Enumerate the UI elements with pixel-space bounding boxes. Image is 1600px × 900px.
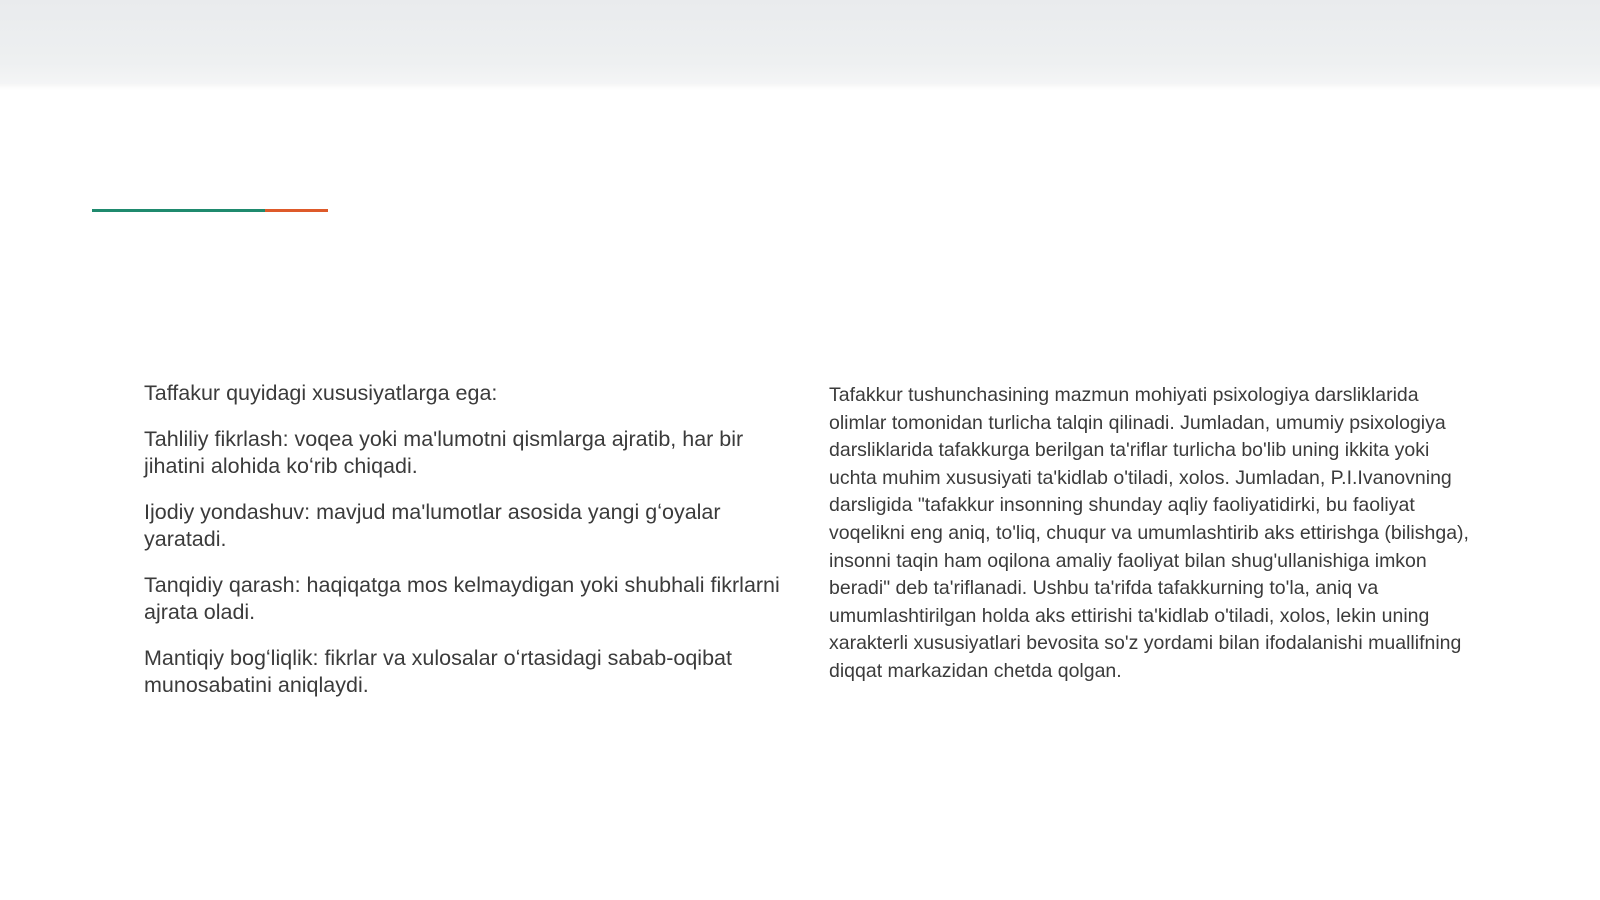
definition-paragraph: Tafakkur tushunchasining mazmun mohiyati psixologiya darsliklarida olimlar tomonidan turlicha talqin qilinadi. Jumladan, umumiy psixologiya darsliklarida tafakkurga berilgan ta'riflar turlicha bo'lib uning ikkita yoki uchta muhim xususiyati ta'kidlab o'tiladi, xolos. Jumladan, P.I.Ivanovning darsligida "tafakkur insonning shunday aqliy faoliyatidirki, bu faoliyat voqelikni eng aniq, to'liq, chuqur va umumlashtirib aks ettirishga (bilishga), insonni taqin ham oqilona amaliy faoliyat bilan shug'ullanishiga imkon beradi" deb ta'riflanadi. Ushbu ta'rifda tafakkurning to'la, aniq va umumlashtirilgan holda aks ettirishi ta'kidlab o'tiladi, xolos, lekin uning xarakterli xususiyatlari bevosita so'z yordami bilan ifodalanishi muallifning diqqat markazidan chetda qolgan.: [829, 384, 1469, 682]
title-accent-rule: [92, 209, 328, 212]
left-text-column: [144, 380, 784, 718]
accent-rule-orange-segment: [265, 209, 328, 212]
top-header-band: [0, 0, 1600, 84]
point-analytical-thinking: Tahliliy fikrlash: voqea yoki ma'lumotni qismlarga ajratib, har bir jihatini alohida koʻrib chiqadi.: [144, 426, 744, 478]
right-text-column: [829, 382, 1469, 686]
intro-text: Taffakur quyidagi xususiyatlarga ega:: [144, 381, 498, 405]
point-critical-view: Tanqidiy qarash: haqiqatga mos kelmaydigan yoki shubhali fikrlarni ajrata oladi.: [144, 572, 780, 624]
header-shadow: [0, 84, 1600, 90]
accent-rule-green-segment: [92, 209, 265, 212]
point-logical-connection: Mantiqiy bogʻliqlik: fikrlar va xulosalar oʻrtasidagi sabab-oqibat munosabatini aniqlaydi.: [144, 645, 732, 697]
point-creative-approach: Ijodiy yondashuv: mavjud ma'lumotlar asosida yangi gʻoyalar yaratadi.: [144, 499, 721, 551]
